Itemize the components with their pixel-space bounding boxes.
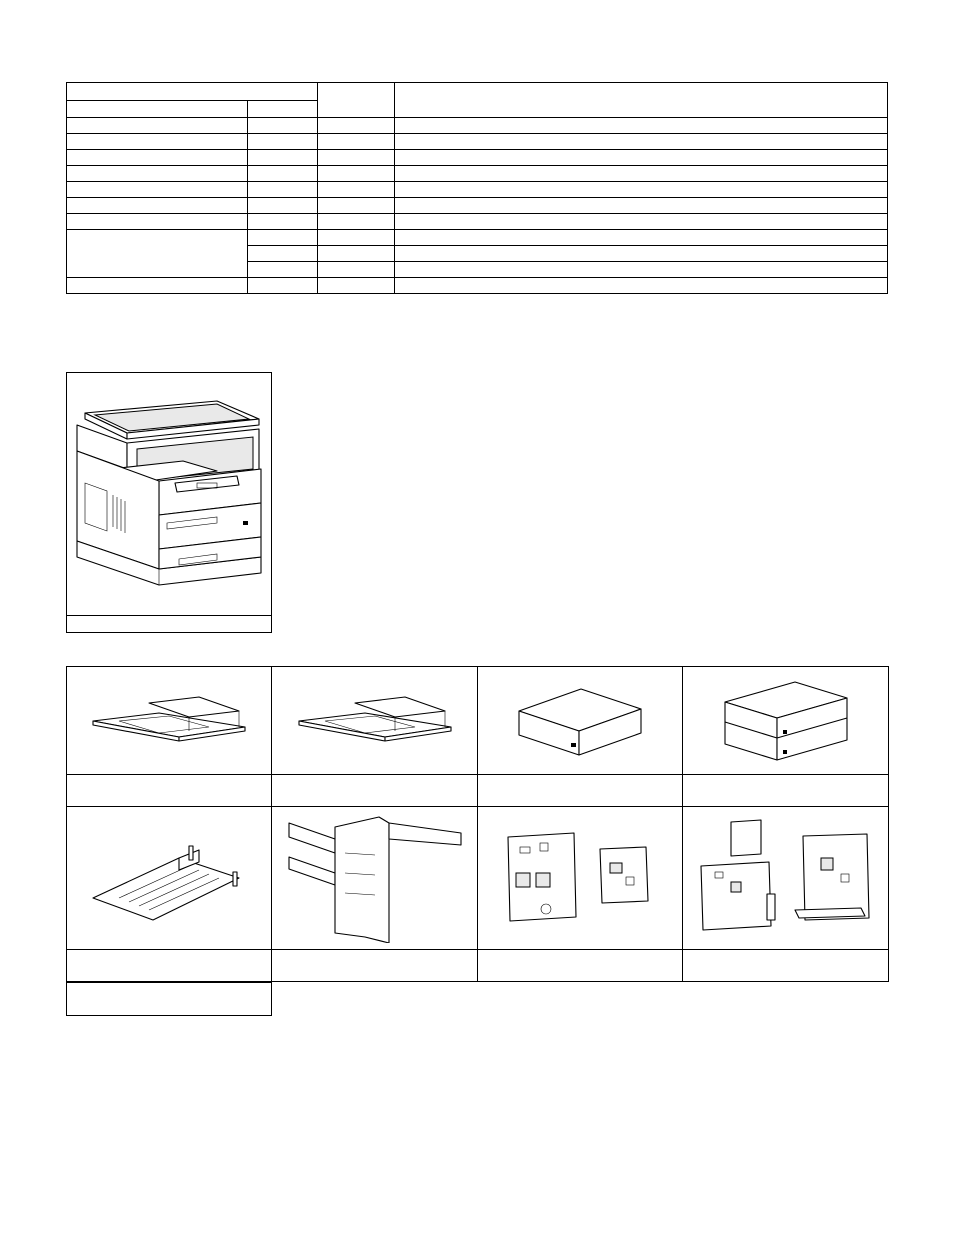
- exit-tray-illustration: [89, 828, 249, 928]
- main-unit-caption: [67, 615, 271, 632]
- spec-cell: [67, 198, 248, 214]
- main-unit-figure: [66, 372, 272, 633]
- spec-cell: [318, 166, 395, 182]
- option-caption: [67, 950, 272, 982]
- option-caption: [67, 775, 272, 807]
- spec-row: [67, 118, 888, 134]
- spec-cell: [395, 214, 888, 230]
- spec-cell: [248, 214, 318, 230]
- spec-table: [66, 82, 888, 294]
- spec-cell: [318, 230, 395, 246]
- spec-cell: [248, 182, 318, 198]
- option-cell: [683, 807, 889, 950]
- spec-cell: [248, 134, 318, 150]
- spec-row: [67, 166, 888, 182]
- spec-row: [67, 182, 888, 198]
- option-cell: [683, 667, 889, 775]
- spec-cell: [395, 166, 888, 182]
- spec-cell: [248, 166, 318, 182]
- expansion-boards-illustration: [691, 818, 881, 938]
- spec-cell: [318, 134, 395, 150]
- options-table: [66, 666, 889, 982]
- option-caption: [478, 950, 683, 982]
- spec-cell-merged: [67, 230, 248, 278]
- spec-cell: [67, 134, 248, 150]
- spec-row: [67, 150, 888, 166]
- spec-cell: [318, 182, 395, 198]
- option-cell: [67, 667, 272, 775]
- spec-row: [67, 230, 888, 246]
- spec-cell: [248, 262, 318, 278]
- spec-cell: [395, 118, 888, 134]
- paper-feed-unit-illustration: [515, 681, 645, 761]
- spec-cell: [248, 198, 318, 214]
- spec-row: [67, 278, 888, 294]
- expansion-boards-illustration: [500, 823, 660, 933]
- spec-cell: [67, 118, 248, 134]
- spec-header-sub-left: [67, 101, 248, 118]
- option-caption: [272, 775, 478, 807]
- spec-cell: [395, 198, 888, 214]
- extra-caption: [66, 982, 272, 1016]
- spec-header-sub-right: [248, 101, 318, 118]
- spec-cell: [318, 150, 395, 166]
- spec-cell: [395, 134, 888, 150]
- option-caption: [683, 950, 889, 982]
- spec-cell: [67, 214, 248, 230]
- spec-cell: [248, 150, 318, 166]
- option-caption: [478, 775, 683, 807]
- spec-cell: [67, 166, 248, 182]
- spec-cell: [248, 118, 318, 134]
- spec-cell: [395, 230, 888, 246]
- spec-cell: [318, 118, 395, 134]
- spec-row: [67, 214, 888, 230]
- option-cell: [478, 807, 683, 950]
- spec-cell: [318, 278, 395, 294]
- finisher-illustration: [285, 813, 465, 943]
- spec-header-col4: [395, 83, 888, 118]
- spec-cell: [318, 198, 395, 214]
- spec-cell: [395, 262, 888, 278]
- copier-illustration: [67, 373, 271, 615]
- spec-cell: [395, 182, 888, 198]
- option-caption: [272, 950, 478, 982]
- spec-cell: [318, 262, 395, 278]
- two-tray-paper-feed-unit-illustration: [721, 676, 851, 766]
- option-cell: [478, 667, 683, 775]
- spec-row: [67, 134, 888, 150]
- option-cell: [67, 807, 272, 950]
- spec-cell: [248, 278, 318, 294]
- spec-cell: [67, 182, 248, 198]
- option-cell: [272, 807, 478, 950]
- option-caption: [683, 775, 889, 807]
- spec-cell: [248, 230, 318, 246]
- spec-cell: [318, 214, 395, 230]
- document-feeder-illustration: [295, 691, 455, 751]
- spec-cell: [318, 246, 395, 262]
- spec-cell: [395, 150, 888, 166]
- spec-cell: [395, 278, 888, 294]
- spec-row: [67, 198, 888, 214]
- option-cell: [272, 667, 478, 775]
- spec-header-col3: [318, 83, 395, 118]
- spec-cell: [67, 278, 248, 294]
- document-feeder-illustration: [89, 691, 249, 751]
- spec-cell: [248, 246, 318, 262]
- spec-header-top-left: [67, 83, 318, 101]
- spec-cell: [395, 246, 888, 262]
- spec-cell: [67, 150, 248, 166]
